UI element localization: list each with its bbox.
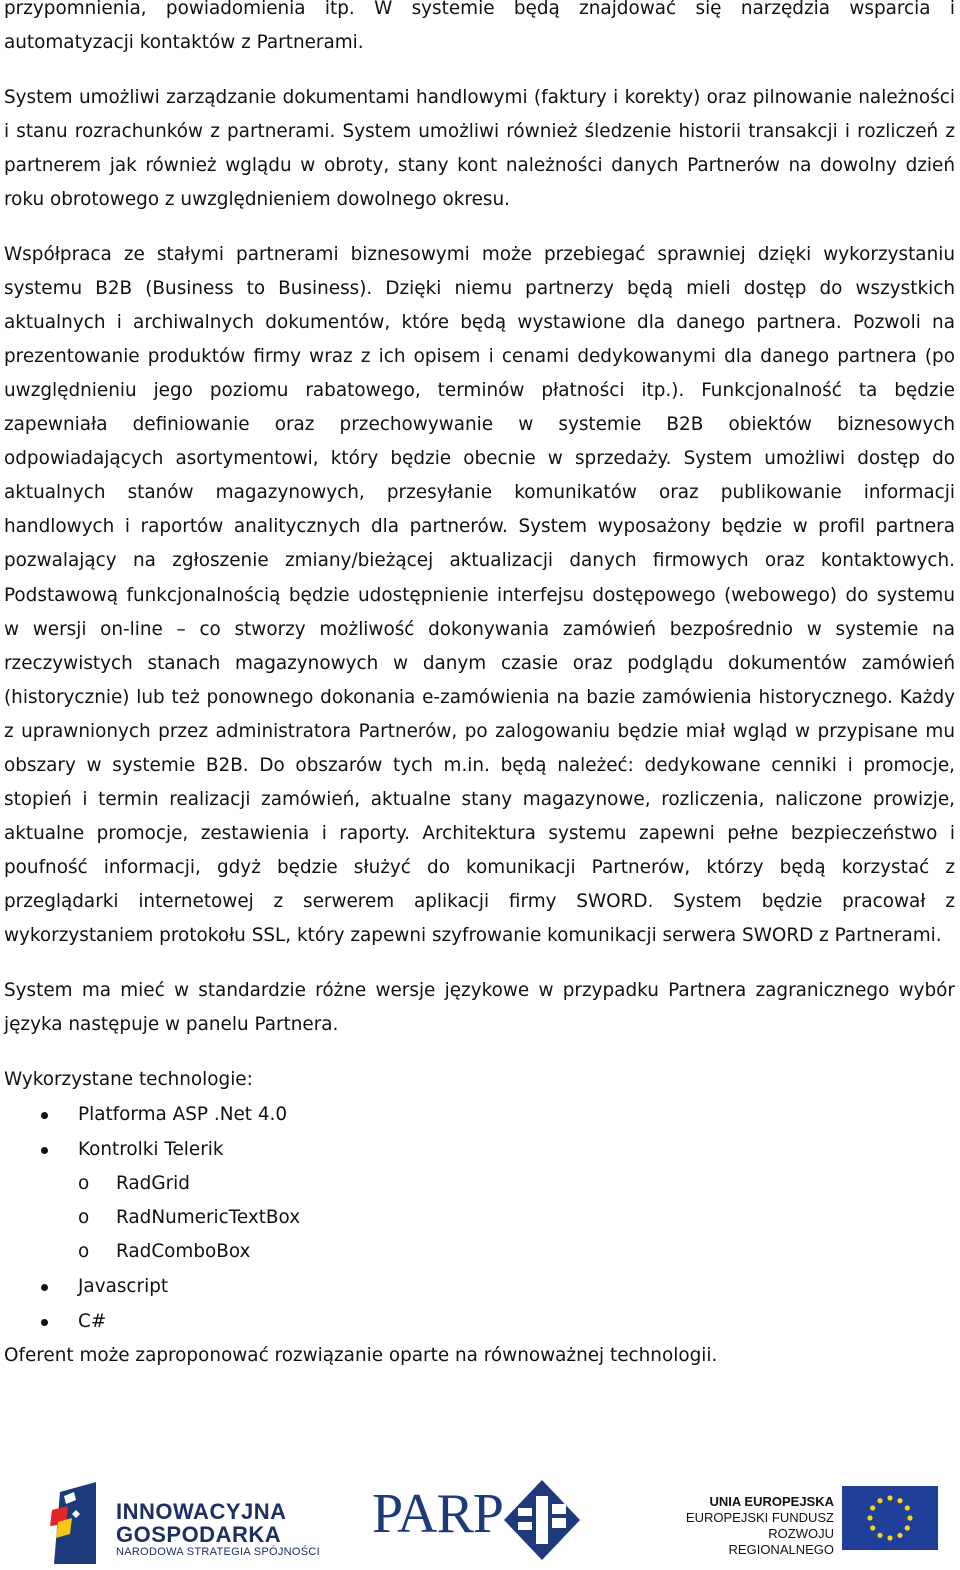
list-item-label: C# xyxy=(78,1310,107,1332)
innowacyjna-subtitle: NARODOWA STRATEGIA SPÓJNOŚCI xyxy=(116,1546,320,1558)
sub-list-item xyxy=(4,1235,955,1269)
sub-bullet: o xyxy=(78,1206,90,1228)
parp-wordmark: PARP xyxy=(372,1483,503,1545)
sub-list-item xyxy=(4,1167,955,1201)
paragraph-1: przypomnienia, powiadomienia itp. W systemie będą znajdować się narzędzia wsparcia i automatyzacji kontaktów z Partnerami. xyxy=(4,0,955,54)
bullet-icon xyxy=(41,1147,48,1154)
paragraph-2: System umożliwi zarządzanie dokumentami handlowymi (faktury i korekty) oraz pilnowanie należności i stanu rozrachunków z partnerami. System umożliwi również śledzenie historii transakcji i rozliczeń z partnerem jak również wglądu w obroty, stany kont należności danych Partnerów na dowolny dzień roku obrotowego z uwzględnieniem dowolnego okresu. xyxy=(4,86,955,210)
paragraph-3: Współpraca ze stałymi partnerami biznesowymi może przebiegać sprawniej dzięki wykorzystaniu systemu B2B (Business to Business). Dzięki niemu partnerzy będą mieli dostęp do wszystkich aktualnych i archiwalnych dokumentów, które będą wystawione dla danego partnera. Pozwoli na prezentowanie produktów firmy wraz z ich opisem i cenami dedykowanymi dla danego partnera (po uwzględnieniu jego poziomu rabatowego, terminów płatności itp.). Funkcjonalność ta będzie zapewniała definiowanie oraz przechowywanie w systemie B2B obiektów biznesowych odpowiadających asortymentowi, który będzie obecnie w sprzedaży. System umożliwi dostęp do aktualnych stanów magazynowych, przesyłanie komunikatów oraz publikowanie informacji handlowych i raportów analitycznych dla partnerów. System wyposażony będzie w profil partnera pozwalający na zgłoszenie zmiany/bieżącej aktualizacji danych firmowych oraz kontaktowych. Podstawową funkcjonalnością będzie udostępnienie interfejsu dostępowego (webowego) do systemu w wersji on-line – co stworzy możliwość dokonywania zamówień bezpośrednio w systemie na rzeczywistych stanach magazynowych w danym czasie oraz podglądu dokumentów zamówień (historycznie) lub też ponownego dokonania e-zamówienia na bazie zamówienia historycznego. Każdy z uprawnionych przez administratora Partnerów, po zalogowaniu będzie miał wgląd w przypisane mu obszary w systemie B2B. Do obszarów tych m.in. będą należeć: dedykowane cenniki i promocje, stopień i termin realizacji zamówień, aktualne stany magazynowe, rozliczenia, naliczone prowizje, aktualne promocje, zestawienia i raporty. Architektura systemu zapewni pełne bezpieczeństwo i poufność informacji, gdyż będzie służyć do komunikacji Partnerów, którzy będą korzystać z przeglądarki internetowej z serwerem aplikacji firmy SWORD. System będzie pracował z wykorzystaniem protokołu SSL, który zapewni szyfrowanie komunikacji serwera SWORD z Partnerami. xyxy=(4,243,955,947)
sub-bullet: o xyxy=(78,1172,90,1194)
bullet-icon xyxy=(41,1284,48,1291)
innowacyjna-wordmark: INNOWACYJNA GOSPODARKA xyxy=(116,1499,287,1547)
eu-flag-icon xyxy=(842,1486,938,1550)
technologies-list xyxy=(4,1097,955,1339)
eu-wordmark: UNIA EUROPEJSKA EUROPEJSKI FUNDUSZ ROZWOJU REGIONALNEGO xyxy=(685,1494,834,1557)
technologies-heading: Wykorzystane technologie: xyxy=(4,1068,253,1090)
parp-diamond-icon xyxy=(502,1478,582,1562)
list-item-label: Javascript xyxy=(78,1275,169,1297)
innowacyjna-emblem-icon xyxy=(46,1480,106,1564)
sub-bullet: o xyxy=(78,1240,90,1262)
list-item xyxy=(4,1097,955,1132)
innowacyjna-gospodarka-logo xyxy=(46,1480,320,1564)
list-item xyxy=(4,1132,955,1167)
sub-list-item xyxy=(4,1201,955,1235)
list-item-label: RadGrid xyxy=(116,1172,190,1194)
list-item xyxy=(4,1269,955,1304)
list-item-label: Kontrolki Telerik xyxy=(78,1138,224,1160)
parp-logo xyxy=(372,1476,587,1566)
list-item-label: Platforma ASP .Net 4.0 xyxy=(78,1103,288,1125)
paragraph-4: System ma mieć w standardzie różne wersje językowe w przypadku Partnera zagranicznego wybór języka następuje w panelu Partnera. xyxy=(4,980,955,1036)
list-item xyxy=(4,1304,955,1339)
bullet-icon xyxy=(41,1112,48,1119)
list-item-label: RadComboBox xyxy=(116,1240,251,1262)
technologies-note: Oferent może zaproponować rozwiązanie oparte na równoważnej technologii. xyxy=(4,1344,718,1366)
document-body xyxy=(4,0,955,1373)
eu-logo xyxy=(668,1484,940,1557)
footer-logos xyxy=(0,1476,960,1566)
bullet-icon xyxy=(41,1319,48,1326)
list-item-label: RadNumericTextBox xyxy=(116,1206,301,1228)
